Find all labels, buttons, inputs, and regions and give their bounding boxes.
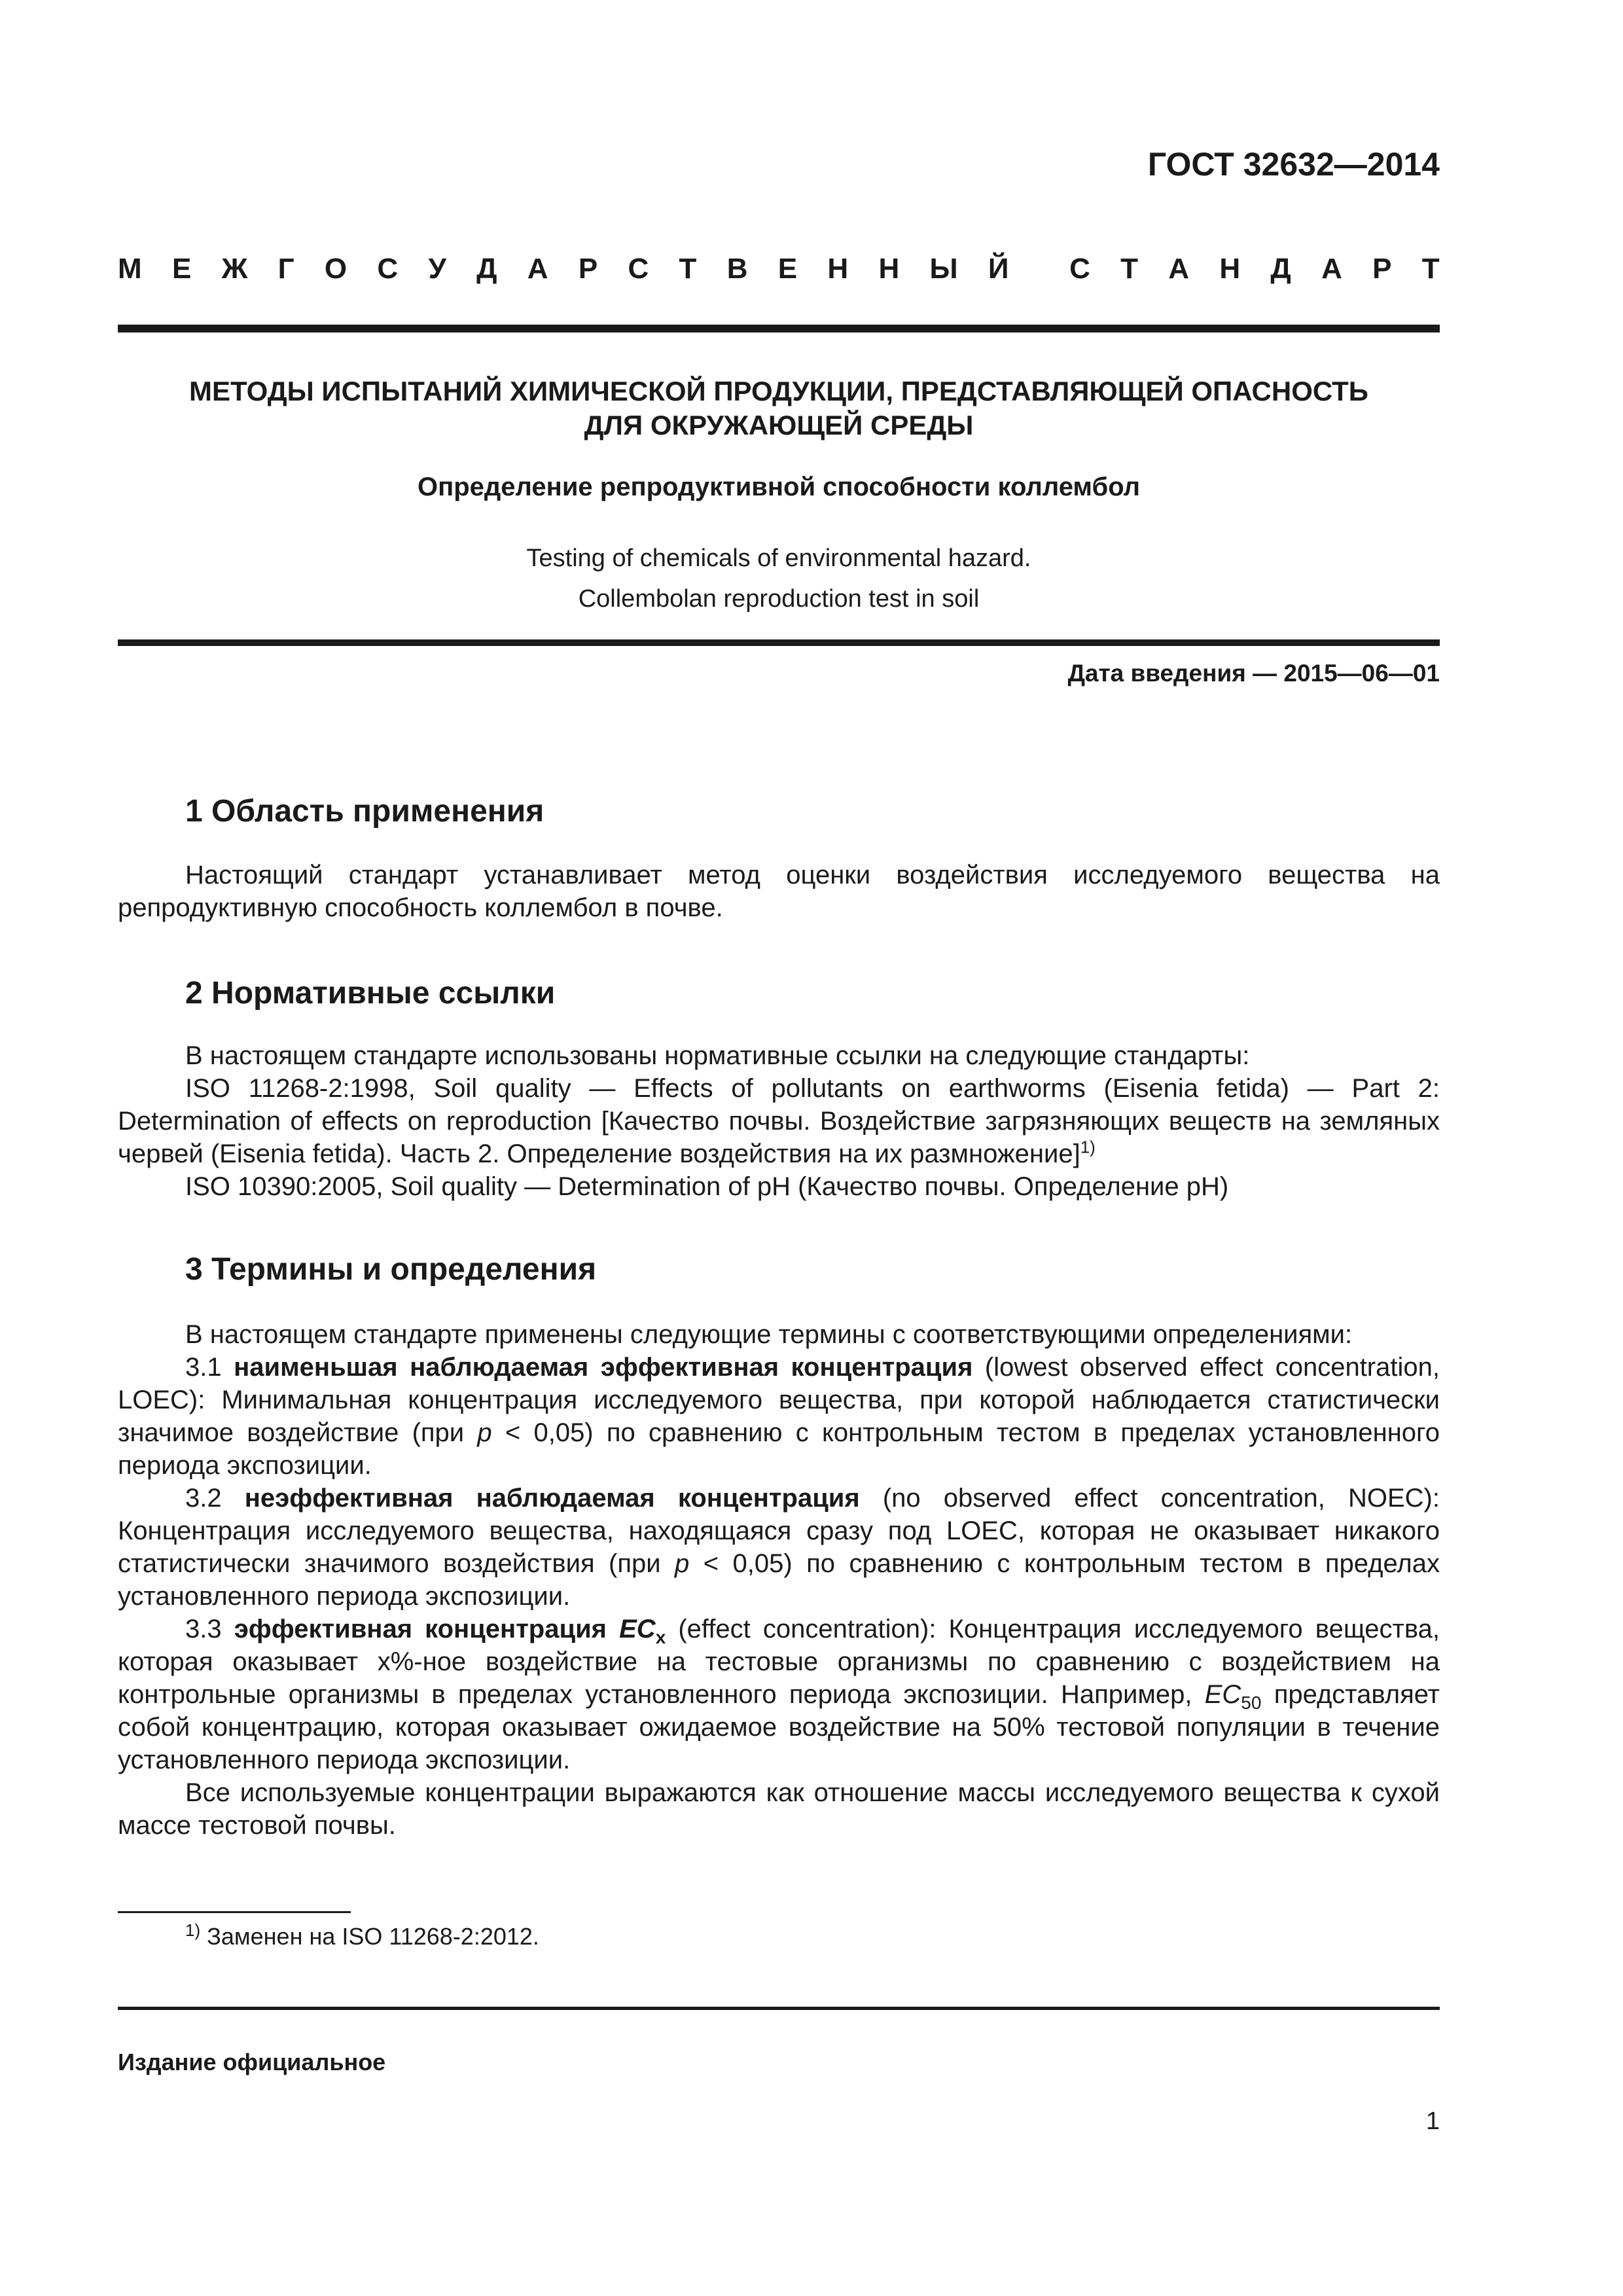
standard-type-letter: В: [726, 253, 748, 285]
standard-type-letter: Н: [1219, 253, 1241, 285]
term-3-1-title: наименьшая наблюдаемая эффективная концентрация: [234, 1353, 973, 1382]
term-3-1: [118, 1351, 1440, 1482]
standard-type-letter: Е: [777, 253, 798, 285]
ec50-subscript: 50: [1241, 1693, 1262, 1713]
standard-type-letter: Д: [476, 253, 497, 285]
section-2-body: [118, 1039, 1440, 1203]
section-2-reference-1: [118, 1072, 1440, 1170]
term-3-2: [118, 1482, 1440, 1613]
standard-type-letter: Н: [878, 253, 900, 285]
standard-type-letter: А: [1321, 253, 1342, 285]
document-title-en: [118, 538, 1440, 619]
footnote: [185, 1920, 539, 1950]
footnote-mark: 1): [185, 1920, 201, 1940]
term-3-1-p: p: [477, 1418, 492, 1447]
section-1-heading: 1 Область применения: [185, 794, 544, 829]
standard-type-letter: Ж: [221, 253, 248, 285]
title-en-line2: Collembolan reproduction test in soil: [578, 585, 980, 613]
standard-type-letter: Н: [827, 253, 849, 285]
term-3-3-number: 3.3: [185, 1615, 222, 1643]
title-divider: [118, 639, 1440, 646]
document-number: ГОСТ 32632—2014: [1147, 146, 1440, 183]
standard-type-letter: А: [527, 253, 548, 285]
section-3-intro: В настоящем стандарте применены следующие термины с соответствующими определениями:: [185, 1320, 1353, 1349]
section-2-heading: 2 Нормативные ссылки: [185, 976, 556, 1011]
page-number: 1: [1425, 2108, 1440, 2135]
term-3-2-title: неэффективная наблюдаемая концентрация: [244, 1484, 860, 1513]
standard-type-letter: О: [324, 253, 348, 285]
top-divider: [118, 325, 1440, 332]
reference-1-text: ISO 11268-2:1998, Soil quality — Effects of pollutants on earthworms (Eisenia fetida) — Part 2: Determination of effects on reproduction [Качество почвы. Воздействие загрязняющих веществ на земляных червей (Eisenia fetida). Часть 2. Определение воздействия на их размножение]: [118, 1074, 1440, 1168]
section-2-intro: В настоящем стандарте использованы нормативные ссылки на следующие стандарты:: [185, 1041, 1250, 1070]
section-3-closing: Все используемые концентрации выражаются как отношение массы исследуемого вещества к сухой массе тестовой почвы.: [118, 1778, 1440, 1840]
introduction-date: Дата введения — 2015—06—01: [1067, 660, 1440, 687]
standard-type-letter: М: [118, 253, 142, 285]
standard-type-letter: С: [377, 253, 399, 285]
term-3-3: [118, 1613, 1440, 1776]
term-3-3-symbol-sub: x: [655, 1627, 666, 1647]
term-3-2-number: 3.2: [185, 1484, 222, 1513]
term-3-1-number: 3.1: [185, 1353, 222, 1382]
standard-type-letter: Й: [988, 253, 1009, 285]
standard-type-letter: А: [1168, 253, 1190, 285]
standard-type-letter: Т: [1421, 253, 1440, 285]
standard-type-letter: Г: [277, 253, 294, 285]
term-3-3-symbol: EC: [619, 1615, 656, 1643]
term-3-2-text-b: < 0,05) по сравнению с контрольным тестом в пределах установленного периода экспозиции.: [118, 1549, 1440, 1611]
title-ru-line2: ДЛЯ ОКРУЖАЮЩЕЙ СРЕДЫ: [584, 410, 974, 440]
standard-type-letter: С: [628, 253, 649, 285]
document-subtitle-ru: Определение репродуктивной способности коллембол: [417, 473, 1141, 501]
standard-type-letter: Ы: [929, 253, 958, 285]
term-3-1-text-a: (lowest observed effect concentration, LOEC): Минимальная концентрация исследуемого вещества, при которой наблюдается статистически значимое воздействие (при: [118, 1353, 1440, 1447]
standard-type-letter: Р: [578, 253, 598, 285]
section-1-body: [118, 859, 1440, 924]
title-ru-line1: МЕТОДЫ ИСПЫТАНИЙ ХИМИЧЕСКОЙ ПРОДУКЦИИ, ПРЕДСТАВЛЯЮЩЕЙ ОПАСНОСТЬ: [188, 376, 1368, 406]
term-3-3-text-b: представляет собой концентрацию, которая оказывает ожидаемое воздействие на 50% тестовой популяции в течение установленного периода экспозиции.: [118, 1680, 1440, 1774]
section-2-reference-2: ISO 10390:2005, Soil quality — Determination of pH (Качество почвы. Определение pH): [185, 1172, 1229, 1201]
edition-label: Издание официальное: [118, 2049, 386, 2075]
footnote-marker: 1): [1080, 1137, 1096, 1157]
standard-type-letter: Т: [679, 253, 697, 285]
term-3-3-text-a: (effect concentration): Концентрация исследуемого вещества, которая оказывает x%-ное воздействие на тестовые организмы по сравнению с воздействием на контрольные организмы в пределах установленного периода экспозиции. Например,: [118, 1615, 1440, 1709]
standard-type-letter: У: [428, 253, 446, 285]
section-3-body: [118, 1318, 1440, 1842]
term-3-1-text-b: < 0,05) по сравнению с контрольным тестом в пределах установленного периода экспозиции.: [118, 1418, 1440, 1480]
standard-type-letter: Р: [1372, 253, 1392, 285]
footnote-divider: [118, 1911, 351, 1913]
footer-divider: [118, 2007, 1440, 2010]
section-3-heading: 3 Термины и определения: [185, 1252, 597, 1287]
standard-type-heading: [118, 253, 1440, 285]
document-title-ru: [118, 374, 1440, 442]
standard-type-letter: Д: [1270, 253, 1291, 285]
term-3-2-text-a: (no observed effect concentration, NOEC): Концентрация исследуемого вещества, находящаяся сразу под LOEC, которая не оказывает никакого статистически значимого воздействия (при: [118, 1484, 1440, 1578]
standard-type-letter: С: [1069, 253, 1090, 285]
section-1-text: Настоящий стандарт устанавливает метод оценки воздействия исследуемого вещества на репродуктивную способность коллембол в почве.: [118, 861, 1440, 922]
term-3-3-title: эффективная концентрация: [234, 1615, 607, 1643]
footnote-text: Заменен на ISO 11268-2:2012.: [207, 1923, 539, 1950]
ec50-symbol: EC: [1204, 1680, 1241, 1709]
term-3-2-p: p: [675, 1549, 690, 1578]
standard-type-letter: Т: [1120, 253, 1139, 285]
title-en-line1: Testing of chemicals of environmental hazard.: [526, 545, 1031, 572]
standard-type-letter: Е: [171, 253, 192, 285]
